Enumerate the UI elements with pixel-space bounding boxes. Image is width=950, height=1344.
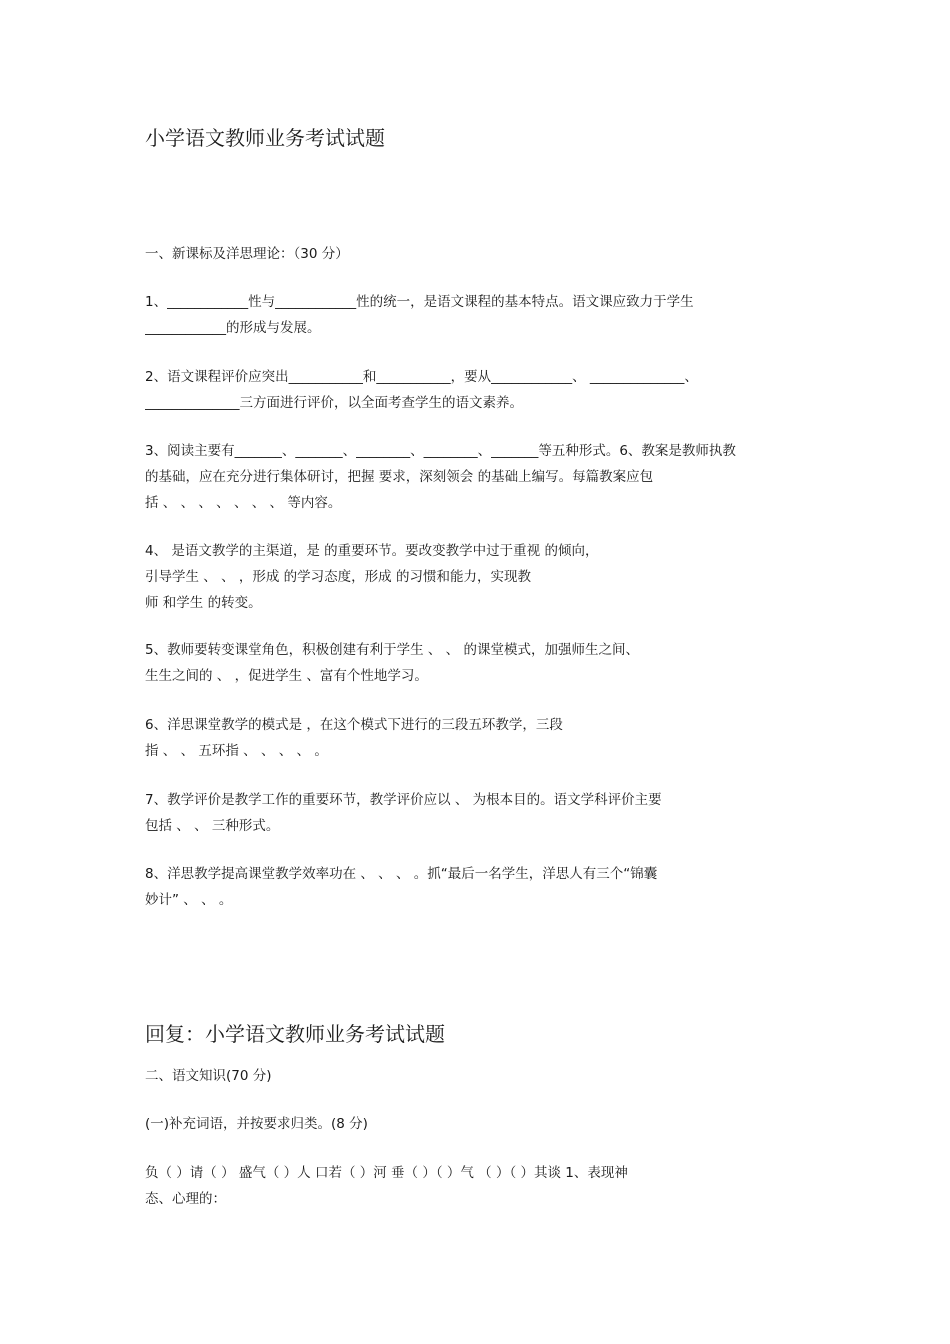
question-line: 2、语文课程评价应突出___________和___________，要从____________、 ______________、 <box>145 369 698 385</box>
question-6 <box>145 712 810 764</box>
question-line: 妙计” 、 、 。 <box>145 892 233 908</box>
question-line: 师 和学生 的转变。 <box>145 595 262 611</box>
reply-title: 回复：小学语文教师业务考试试题 <box>145 1022 445 1046</box>
question-4 <box>145 538 810 616</box>
question-line: 7、教学评价是教学工作的重要环节，教学评价应以 、 为根本目的。语文学科评价主要 <box>145 792 662 808</box>
document-title: 小学语文教师业务考试试题 <box>145 126 385 150</box>
question-line: 5、教师要转变课堂角色，积极创建有利于学生 、 、 的课堂模式，加强师生之间、 <box>145 642 639 658</box>
question-line: 生生之间的 、 ，促进学生 、富有个性地学习。 <box>145 668 428 684</box>
question-line: 4、 是语文教学的主渠道，是 的重要环节。要改变教学中过于重视 的倾向， <box>145 543 599 559</box>
section-heading-1: 一、新课标及洋思理论：（30 分） <box>145 246 349 262</box>
question-line: 态、心理的： <box>145 1191 226 1207</box>
question-2 <box>145 364 810 416</box>
question-8 <box>145 861 810 913</box>
question-7 <box>145 787 810 839</box>
question-line: 的基础，应在充分进行集体研讨，把握 要求，深刻领会 的基础上编写。每篇教案应包 <box>145 469 654 485</box>
question-1 <box>145 289 810 341</box>
question-line: 包括 、 、 三种形式。 <box>145 818 280 834</box>
section-heading-2: 二、语文知识(70 分) <box>145 1068 272 1084</box>
question-line: 指 、 、 五环指 、 、 、 、 。 <box>145 743 328 759</box>
question-line: 引导学生 、 、 ，形成 的学习态度，形成 的习惯和能力，实现教 <box>145 569 531 585</box>
question-line: 8、洋思教学提高课堂教学效率功在 、 、 、 。抓“最后一名学生，洋思人有三个“锦囊 <box>145 866 658 882</box>
word-fill-exercise <box>145 1160 810 1212</box>
subsection-heading: (一)补充词语，并按要求归类。(8 分) <box>145 1116 368 1132</box>
question-line: 括 、 、 、 、 、 、 、 等内容。 <box>145 495 342 511</box>
question-5 <box>145 637 810 689</box>
question-3 <box>145 438 810 516</box>
question-line: 3、阅读主要有_______、_______、________、________、_______等五种形式。6、教案是教师执教 <box>145 443 736 459</box>
question-line: ______________三方面进行评价，以全面考查学生的语文素养。 <box>145 395 523 411</box>
question-line: 6、洋思课堂教学的模式是 ，在这个模式下进行的三段五环教学，三段 <box>145 717 563 733</box>
question-line: 1、____________性与____________性的统一，是语文课程的基本特点。语文课应致力于学生 <box>145 294 694 310</box>
question-line: ____________的形成与发展。 <box>145 320 321 336</box>
question-line: 负（ ）请（ ） 盛气（ ）人 口若（ ）河 垂（ ）（ ）气 （ ）（ ）其谈 1、表现神 <box>145 1165 628 1181</box>
